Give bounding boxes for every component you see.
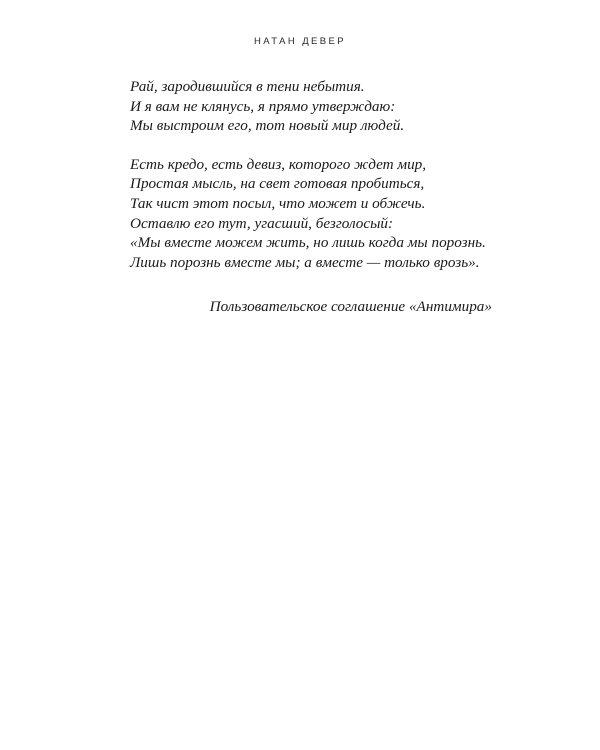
poem-line: И я вам не клянусь, я прямо утверждаю: — [130, 97, 396, 115]
poem-line: Оставлю его тут, угасший, безголосый: — [130, 214, 394, 232]
poem — [130, 77, 550, 272]
epigraph-attribution: Пользовательское соглашение «Антимира» — [209, 298, 492, 315]
poem-line: Есть кредо, есть девиз, которого ждет мир, — [130, 155, 427, 173]
poem-line: Мы выстроим его, тот новый мир людей. — [130, 117, 405, 135]
poem-line: «Мы вместе можем жить, но лишь когда мы порознь. — [130, 234, 486, 252]
poem-line: Простая мысль, на свет готовая пробиться, — [130, 175, 425, 193]
poem-line: Так чист этот посыл, что может и обжечь. — [130, 194, 426, 212]
running-head: НАТАН ДЕВЕР — [254, 36, 346, 47]
stanza-1 — [130, 77, 550, 136]
poem-line: Рай, зародившийся в тени небытия. — [130, 78, 365, 95]
poem-line: Лишь порознь вместе мы; а вместе — только врозь». — [130, 253, 480, 271]
stanza-2 — [130, 155, 550, 273]
